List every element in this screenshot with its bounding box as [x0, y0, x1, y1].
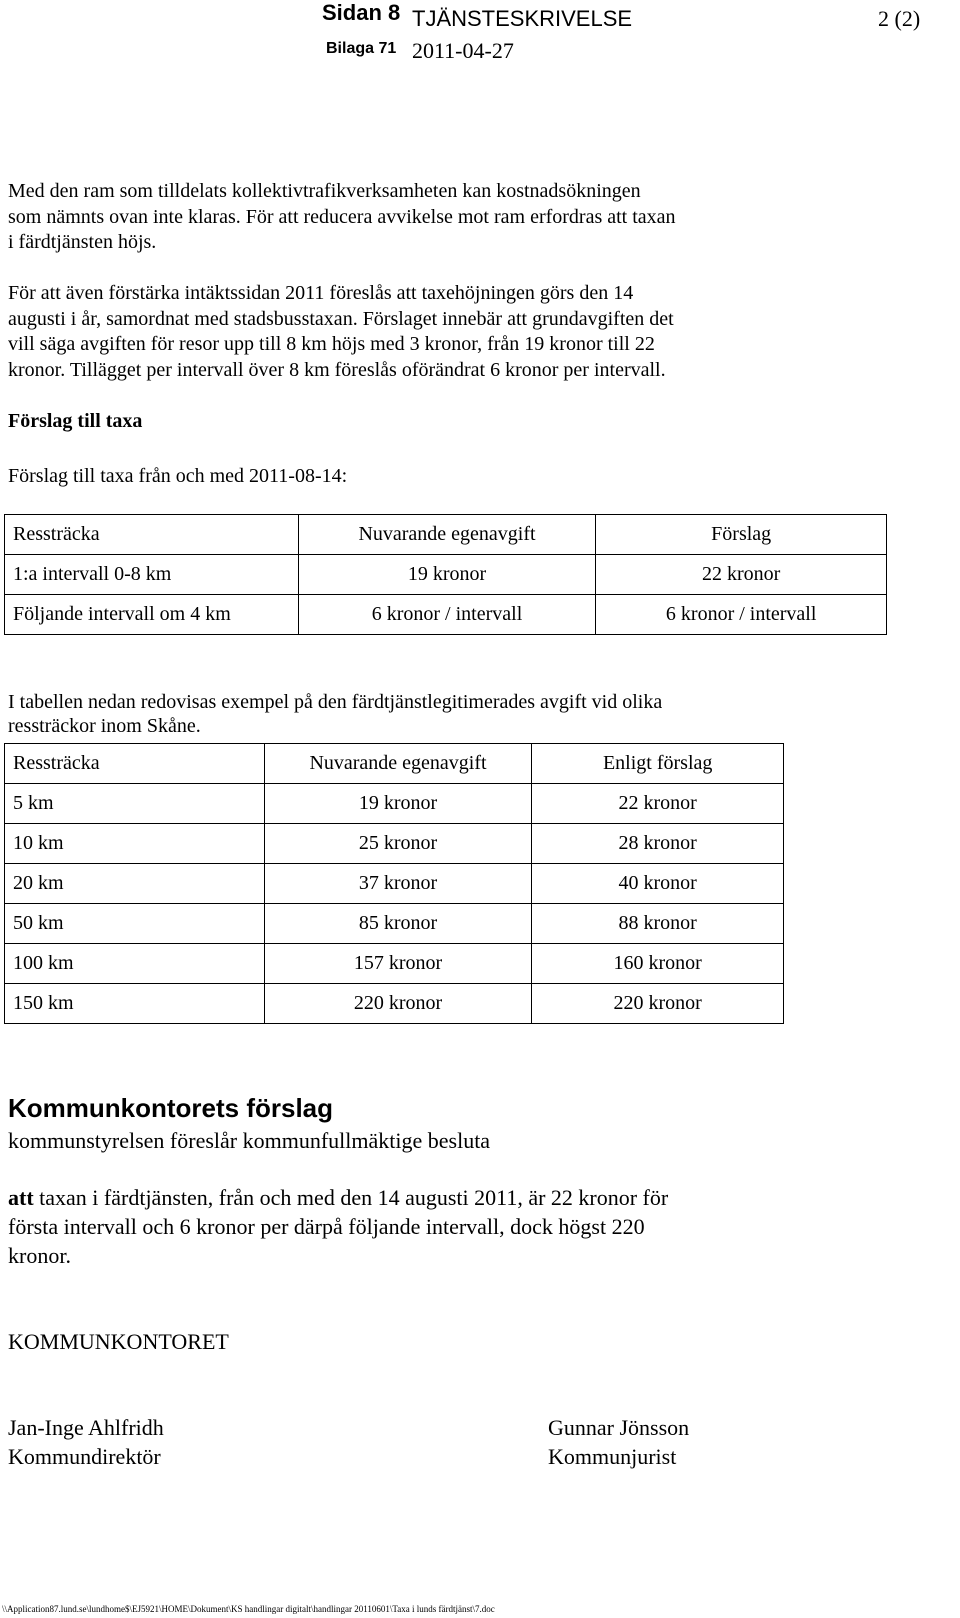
- signature-block-right: [548, 1413, 689, 1471]
- table-cell: 19 kronor: [264, 784, 532, 824]
- table-row: [5, 864, 784, 904]
- text-line: kronor.: [8, 1243, 71, 1268]
- signature-block-left: [8, 1413, 164, 1471]
- signatory-name: Jan-Inge Ahlfridh: [8, 1415, 164, 1440]
- table-cell: 40 kronor: [532, 864, 784, 904]
- signatory-name: Gunnar Jönsson: [548, 1415, 690, 1440]
- signatory-title: Kommunjurist: [548, 1444, 677, 1469]
- table-cell: 25 kronor: [264, 824, 532, 864]
- table-cell: 50 km: [5, 904, 265, 944]
- text-line: augusti i år, samordnat med stadsbusstaxan. Förslaget innebär att grundavgiften det: [8, 307, 674, 330]
- text-line: första intervall och 6 kronor per därpå följande intervall, dock högst 220: [8, 1214, 645, 1239]
- table-header-cell: Ressträcka: [5, 744, 265, 784]
- text-line: ressträckor inom Skåne.: [8, 715, 201, 737]
- table-header-cell: Förslag: [596, 515, 887, 555]
- table-cell: 85 kronor: [264, 904, 532, 944]
- table-cell: 20 km: [5, 864, 265, 904]
- fee-example-table: [4, 743, 784, 1024]
- document-date: 2011-04-27: [412, 38, 514, 63]
- attachment-label: Bilaga 71: [326, 40, 397, 57]
- example-table-intro: [8, 690, 788, 738]
- text-line: Med den ram som tilldelats kollektivtrafikverksamheten kan kostnadsökningen: [8, 180, 641, 202]
- page-number-label: Sidan 8: [322, 0, 401, 25]
- table-cell: 88 kronor: [532, 904, 784, 944]
- table-cell: 19 kronor: [298, 555, 596, 595]
- table-cell: 5 km: [5, 784, 265, 824]
- table-row: [5, 824, 784, 864]
- table-cell: 100 km: [5, 944, 265, 984]
- att-keyword: att: [8, 1185, 34, 1210]
- table-header-cell: Nuvarande egenavgift: [298, 515, 596, 555]
- text-line: taxan i färdtjänsten, från och med den 14 augusti 2011, är 22 kronor för: [33, 1185, 669, 1210]
- table-row: [5, 555, 887, 595]
- proposal-decision: [8, 1183, 788, 1270]
- table-row: [5, 904, 784, 944]
- table-cell: 22 kronor: [596, 555, 887, 595]
- signatory-title: Kommundirektör: [8, 1444, 161, 1469]
- table-row: [5, 784, 784, 824]
- table-cell: 6 kronor / intervall: [596, 595, 887, 635]
- office-name: KOMMUNKONTORET: [8, 1329, 229, 1354]
- page-count: 2 (2): [878, 6, 921, 31]
- table-header-cell: Nuvarande egenavgift: [264, 744, 532, 784]
- table-cell: 6 kronor / intervall: [298, 595, 596, 635]
- table-row: [5, 944, 784, 984]
- text-line: För att även förstärka intäktssidan 2011 föreslås att taxehöjningen görs den 14: [8, 282, 634, 304]
- intro-paragraph-2: [8, 281, 788, 383]
- table-cell: 220 kronor: [532, 984, 784, 1024]
- table-cell: 157 kronor: [264, 944, 532, 984]
- table-header-cell: Ressträcka: [5, 515, 299, 555]
- proposal-subheading: kommunstyrelsen föreslår kommunfullmäktige besluta: [8, 1128, 491, 1153]
- text-line: kronor. Tillägget per intervall över 8 km föreslås oförändrat 6 kronor per intervall.: [8, 358, 666, 381]
- document-title: TJÄNSTESKRIVELSE: [412, 6, 633, 31]
- text-line: i färdtjänsten höjs.: [8, 231, 157, 253]
- table-cell: 150 km: [5, 984, 265, 1024]
- decision-line: [8, 1183, 788, 1212]
- table-cell: 160 kronor: [532, 944, 784, 984]
- table-cell: Följande intervall om 4 km: [5, 595, 299, 635]
- table-cell: 22 kronor: [532, 784, 784, 824]
- intro-paragraph-1: [8, 179, 788, 256]
- table-row: [5, 595, 887, 635]
- section-heading-forslag: Förslag till taxa: [8, 410, 143, 432]
- table-cell: 10 km: [5, 824, 265, 864]
- table-cell: 28 kronor: [532, 824, 784, 864]
- forslag-subheading: Förslag till taxa från och med 2011-08-14:: [8, 465, 348, 487]
- table-row: [5, 984, 784, 1024]
- fee-proposal-table: [4, 514, 887, 635]
- table-header-row: [5, 744, 784, 784]
- text-line: I tabellen nedan redovisas exempel på den färdtjänstlegitimerades avgift vid olika: [8, 691, 663, 713]
- table-cell: 220 kronor: [264, 984, 532, 1024]
- table-cell: 37 kronor: [264, 864, 532, 904]
- table-cell: 1:a intervall 0-8 km: [5, 555, 299, 595]
- text-line: som nämnts ovan inte klaras. För att reducera avvikelse mot ram erfordras att taxan: [8, 205, 676, 228]
- section-heading-kommunkontoret: Kommunkontorets förslag: [8, 1093, 334, 1123]
- text-line: vill säga avgiften för resor upp till 8 km höjs med 3 kronor, från 19 kronor till 22: [8, 333, 655, 355]
- footer-file-path: \\Application87.lund.se\lundhome$\EJ5921\HOME\Dokument\KS handlingar digitalt\handlingar 20110601\Taxa i lunds färdtjänst\7.doc: [2, 1604, 495, 1614]
- table-header-cell: Enligt förslag: [532, 744, 784, 784]
- table-header-row: [5, 515, 887, 555]
